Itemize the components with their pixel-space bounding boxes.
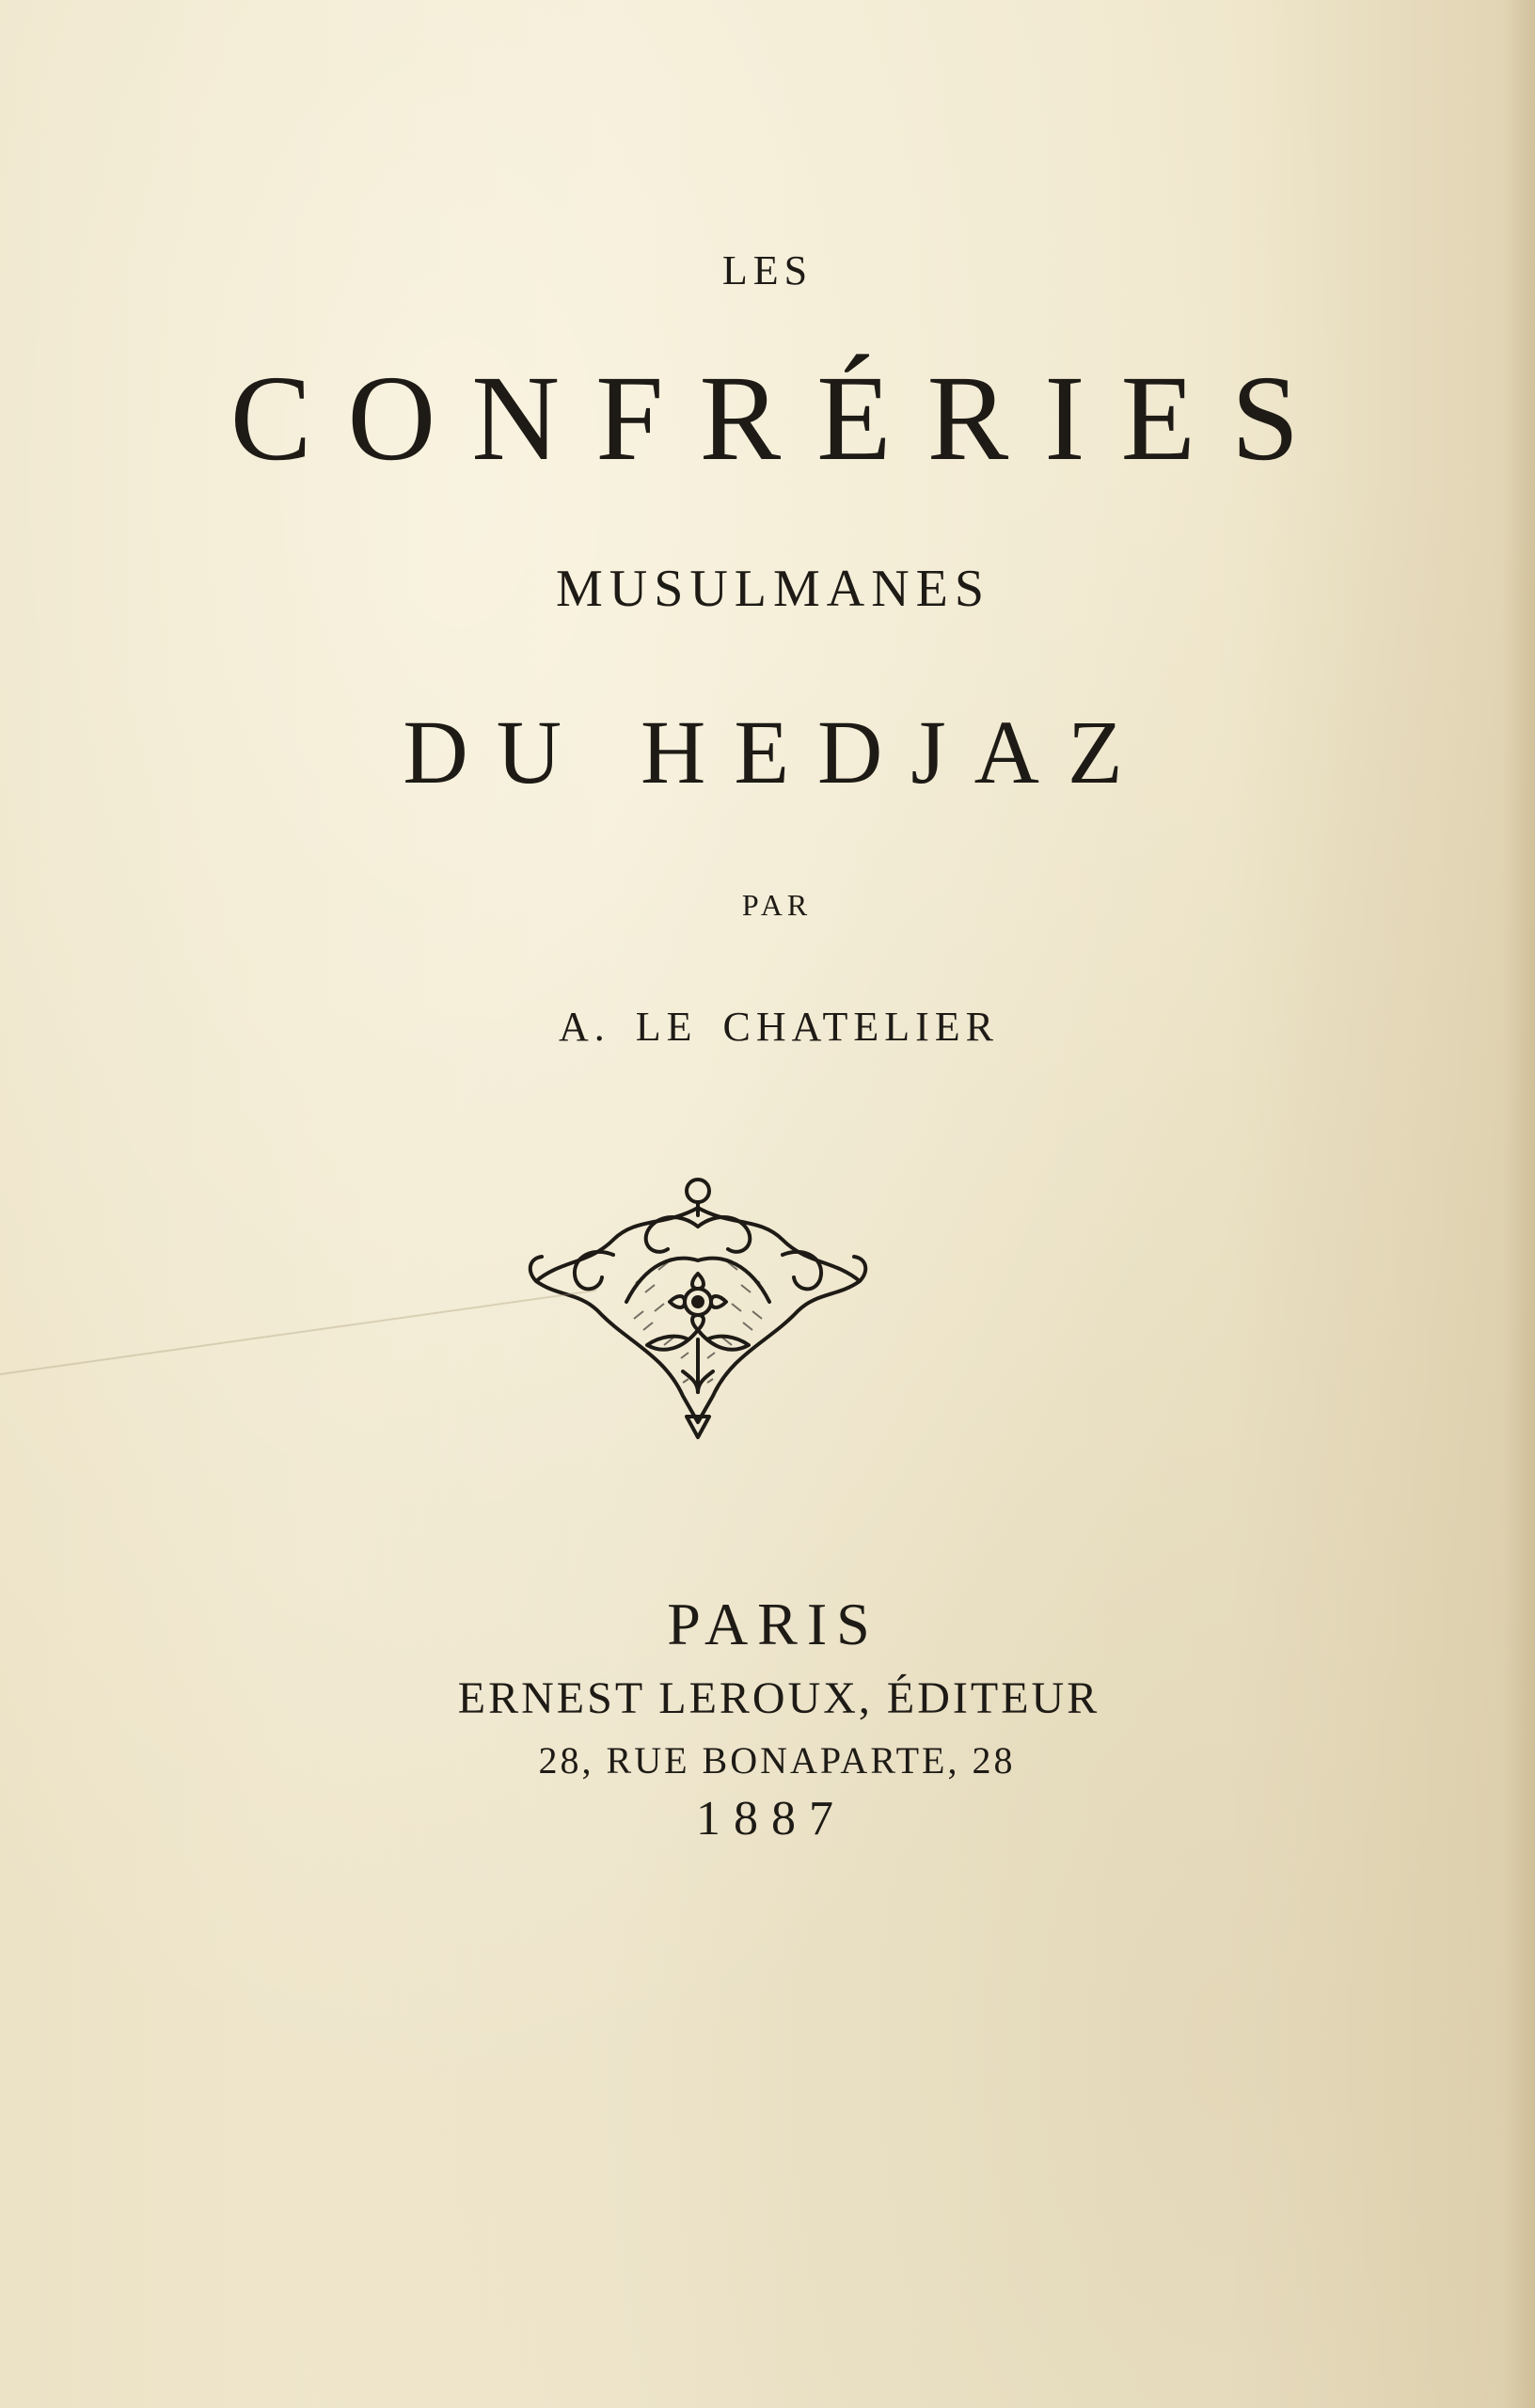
author-name: A. LE CHATELIER (558, 1004, 1000, 1050)
byline-prefix: PAR (741, 888, 813, 922)
title-adjective: MUSULMANES (555, 560, 991, 618)
title-main: CONFRÉRIES (229, 351, 1336, 486)
imprint-publisher: ERNEST LEROUX, ÉDITEUR (457, 1673, 1100, 1723)
imprint-address: 28, RUE BONAPARTE, 28 (538, 1739, 1016, 1782)
arabesque-ornament-icon (523, 1170, 873, 1443)
imprint-city: PARIS (667, 1591, 879, 1657)
imprint-year: 1887 (696, 1792, 847, 1846)
title-place: DU HEDJAZ (403, 702, 1151, 802)
title-article: LES (721, 247, 814, 293)
